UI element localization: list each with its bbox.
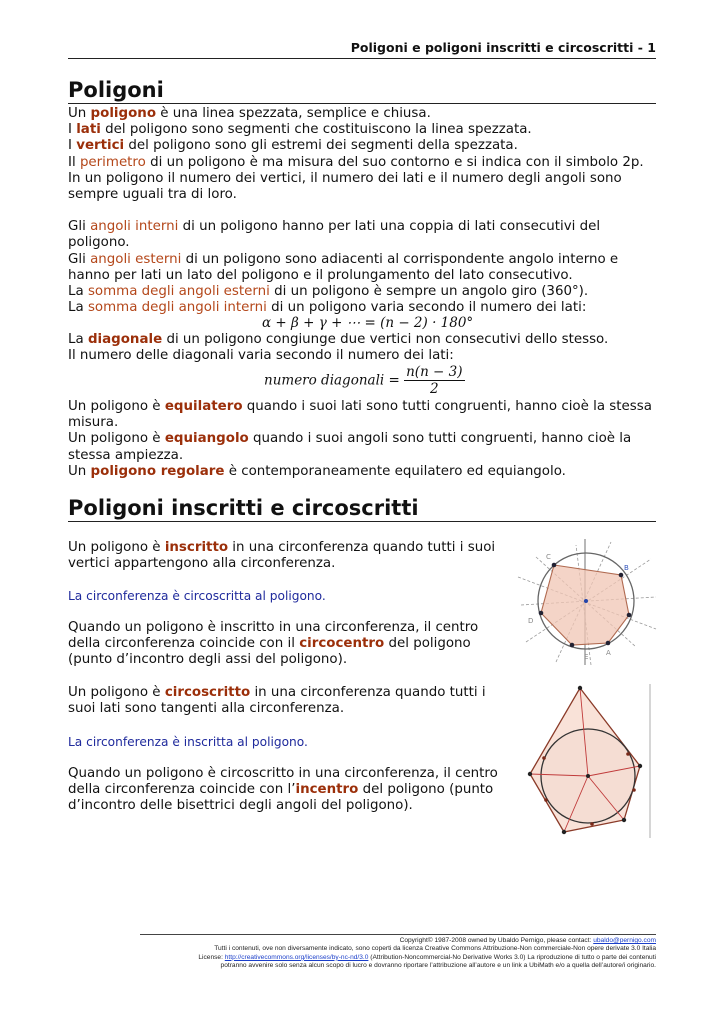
text-line: Un poligono è inscritto in una circonferenza quando tutti i suoi bbox=[68, 540, 496, 555]
text-line: della circonferenza coincide con il circocentro del poligono bbox=[68, 636, 471, 652]
text-line: La somma degli angoli interni di un poligono varia secondo il numero dei lati: bbox=[68, 300, 587, 316]
section-poligoni-body bbox=[68, 106, 658, 316]
formula-diagonals: numero diagonali = $\frac{n(n - 3)}{2}$ bbox=[264, 364, 463, 397]
text-line: Il perimetro di un poligono è ma misura del suo contorno e si indica con il simbolo 2p. bbox=[68, 154, 644, 170]
section-regular-body bbox=[68, 399, 658, 480]
footer: Copyright© 1987-2008 owned by Ubaldo Pernigo, please contact: ubaldo@pernigo.com Tutti i contenuti, ove non diversamente indicato, sono coperti da licenza Creative Commons Attribuzione-Non commerciale-Non opere derivate 3.0 Italia License: http://creativecommons.org/licenses/by-nc-nd/3.0 (Attribution-Noncommercial-No Derivative Works 3.0) La riproduzione di tutto o parte dei contenuti potranno avvenire solo senza alcun scopo di lucro e dovranno riportare l’attribuzione all’autore e un link a UbiMath e/o a quella dell’autore/i originario. bbox=[198, 937, 656, 970]
text-line: La diagonale di un poligono congiunge due vertici non consecutivi dello stesso. bbox=[68, 332, 609, 347]
incenter-point bbox=[586, 774, 590, 778]
circoscritto-paragraph bbox=[68, 685, 508, 717]
note-circoscritta: La circonferenza è circoscritta al poligono. bbox=[68, 589, 326, 603]
text-line: stessa ampiezza. bbox=[68, 447, 184, 463]
circumscribed-polygon-figure bbox=[516, 682, 656, 840]
text-line: (punto d’incontro degli assi del poligono). bbox=[68, 652, 348, 668]
text-line: Quando un poligono è circoscritto in una circonferenza, il centro bbox=[68, 766, 498, 781]
text-line: suoi lati sono tangenti alla circonferenza. bbox=[68, 701, 345, 717]
section-divider bbox=[68, 521, 656, 522]
inscritto-paragraph bbox=[68, 540, 508, 572]
note-inscritta: La circonferenza è inscritta al poligono. bbox=[68, 735, 308, 749]
formula-sum-interior-angles: α + β + γ + ⋯ = (n − 2) · 180° bbox=[262, 315, 474, 331]
section-heading-inscritti: Poligoni inscritti e circoscritti bbox=[68, 496, 419, 520]
section-heading-poligoni: Poligoni bbox=[68, 78, 164, 102]
incentro-paragraph bbox=[68, 766, 518, 815]
section-divider bbox=[68, 103, 656, 104]
text-line: I lati del poligono sono segmenti che costituiscono la linea spezzata. bbox=[68, 122, 532, 138]
text-line: Quando un poligono è inscritto in una circonferenza, il centro bbox=[68, 620, 479, 635]
svg-text:C: C bbox=[546, 553, 551, 561]
author-email-link[interactable]: ubaldo@pernigo.com bbox=[593, 937, 656, 944]
text-line: vertici appartengono alla circonferenza. bbox=[68, 556, 336, 572]
text-line: Un poligono regolare è contemporaneamente equilatero ed equiangolo. bbox=[68, 463, 566, 479]
license-link[interactable]: http://creativecommons.org/licenses/by-nc-nd/3.0 bbox=[224, 953, 369, 961]
svg-text:A: A bbox=[606, 649, 611, 657]
text-line: d’incontro delle bisettrici degli angoli del poligono). bbox=[68, 798, 413, 814]
circumcenter-point bbox=[584, 599, 588, 603]
svg-text:B: B bbox=[624, 564, 629, 572]
text-line: Il numero delle diagonali varia secondo il numero dei lati: bbox=[68, 348, 454, 364]
header-divider bbox=[68, 58, 656, 59]
svg-text:D: D bbox=[528, 617, 534, 625]
text-line: I vertici del poligono sono gli estremi dei segmenti della spezzata. bbox=[68, 138, 518, 154]
text-line: La somma degli angoli esterni di un poligono è sempre un angolo giro (360°). bbox=[68, 284, 589, 300]
text-line: In un poligono il numero dei vertici, il numero dei lati e il numero degli angoli sono bbox=[68, 170, 622, 186]
text-line: Un poligono è circoscritto in una circonferenza quando tutti i bbox=[68, 685, 486, 700]
text-line: misura. bbox=[68, 415, 119, 431]
text-line: Un poligono è una linea spezzata, semplice e chiusa. bbox=[68, 106, 431, 121]
circocentro-paragraph bbox=[68, 620, 518, 669]
text-line: poligono. bbox=[68, 235, 130, 251]
text-line: Un poligono è equiangolo quando i suoi angoli sono tutti congruenti, hanno cioè la bbox=[68, 431, 632, 447]
text-line: Gli angoli interni di un poligono hanno per lati una coppia di lati consecutivi del bbox=[68, 219, 601, 235]
text-line: Gli angoli esterni di un poligono sono adiacenti al corrispondente angolo interno e bbox=[68, 251, 619, 267]
footer-divider bbox=[140, 934, 656, 935]
page-header: Poligoni e poligoni inscritti e circoscritti - 1 bbox=[350, 40, 656, 55]
text-line: Un poligono è equilatero quando i suoi lati sono tutti congruenti, hanno cioè la stessa bbox=[68, 399, 652, 414]
svg-text:E: E bbox=[584, 653, 589, 661]
section-diagonali-body bbox=[68, 332, 658, 364]
text-line: sempre uguali tra di loro. bbox=[68, 187, 237, 203]
text-line: della circonferenza coincide con l’incentro del poligono (punto bbox=[68, 782, 494, 798]
text-line: hanno per lati un lato del poligono e il prolungamento del lato consecutivo. bbox=[68, 267, 573, 283]
inscribed-polygon bbox=[541, 565, 629, 645]
inscribed-polygon-figure bbox=[516, 537, 658, 667]
